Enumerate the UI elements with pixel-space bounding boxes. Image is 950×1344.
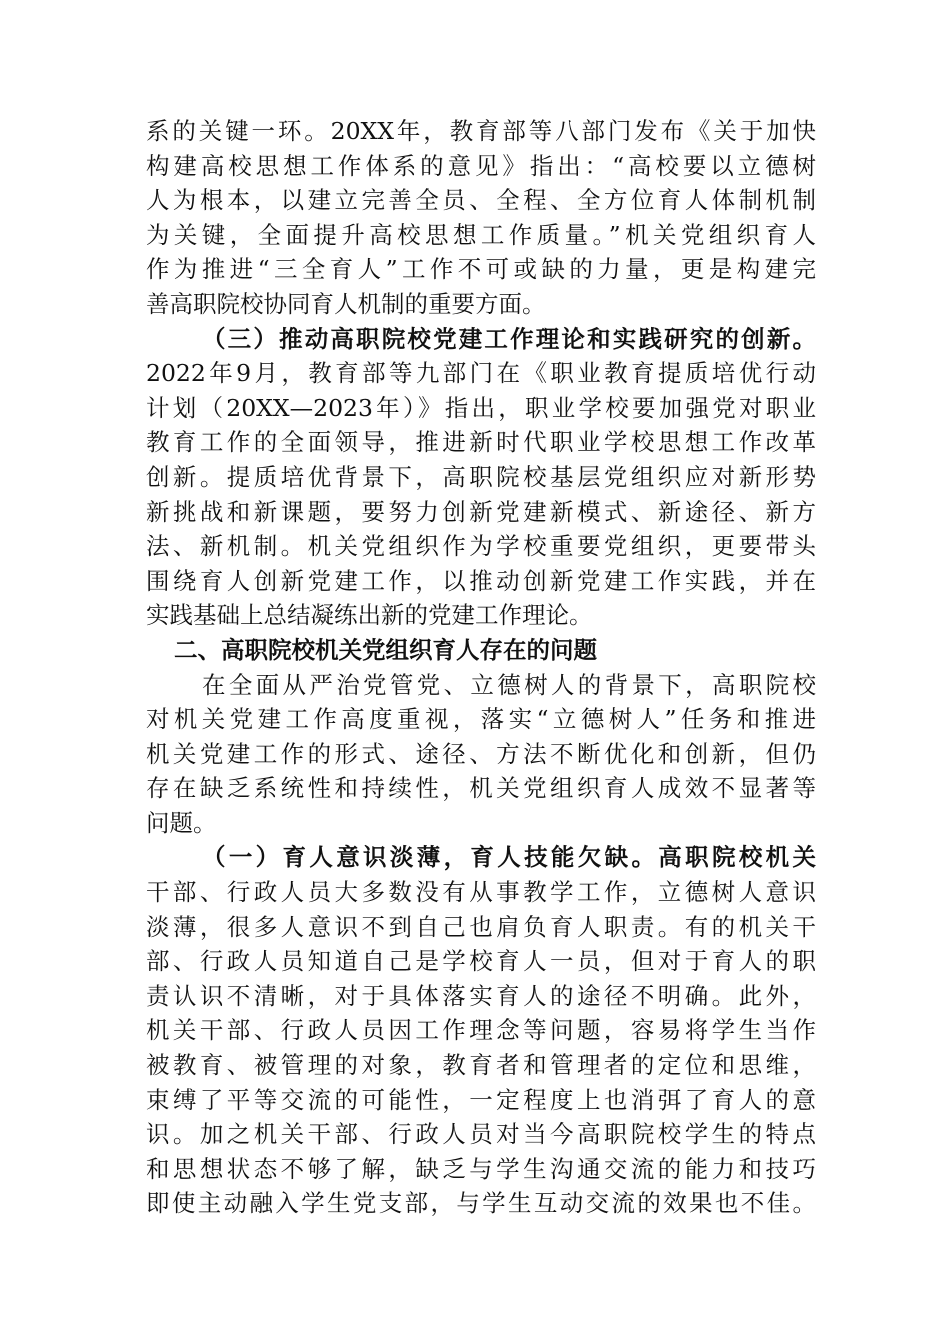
text-line: （一）育人意识淡薄，育人技能欠缺。高职院校机关 [202,843,816,872]
document-body [146,114,816,1221]
text-line: 作为推进“三全育人”工作不可或缺的力量，更是构建完 [146,255,816,284]
text-line: 为关键，全面提升高校思想工作质量。”机关党组织育人 [146,220,816,249]
text-line: 干部、行政人员大多数没有从事教学工作，立德树人意识 [146,878,816,907]
text-line: （三）推动高职院校党建工作理论和实践研究的创新。 [202,324,816,353]
text-line: 教育工作的全面领导，推进新时代职业学校思想工作改革 [146,428,816,457]
text-line: 机关党建工作的形式、途径、方法不断优化和创新，但仍 [146,739,816,768]
text-line: 识。加之机关干部、行政人员对当今高职院校学生的特点 [146,1120,816,1149]
text-line: 人为根本，以建立完善全员、全程、全方位育人体制机制 [146,186,816,215]
text-line: 计划（20XX—2023年）》指出，职业学校要加强党对职业 [146,393,816,422]
text-line: 被教育、被管理的对象，教育者和管理者的定位和思维， [146,1051,816,1080]
text-line: 部、行政人员知道自己是学校育人一员，但对于育人的职 [146,947,816,976]
text-line: 法、新机制。机关党组织作为学校重要党组织，更要带头 [146,532,816,561]
text-line: 系的关键一环。20XX年，教育部等八部门发布《关于加快 [146,117,816,145]
text-line: 创新。提质培优背景下，高职院校基层党组织应对新形势 [146,462,816,491]
text-line: 即使主动融入学生党支部，与学生互动交流的效果也不佳。 [146,1189,816,1218]
text-line: 机关干部、行政人员因工作理念等问题，容易将学生当作 [146,1016,816,1045]
text-line: 新挑战和新课题，要努力创新党建新模式、新途径、新方 [146,497,816,526]
text-line: 在全面从严治党管党、立德树人的背景下，高职院校 [202,670,816,699]
text-line: 2022年9月，教育部等九部门在《职业教育提质培优行动 [146,359,816,388]
text-line: 责认识不清晰，对于具体落实育人的途径不明确。此外， [146,981,816,1010]
text-line: 问题。 [146,808,217,837]
section-heading: 二、高职院校机关党组织育人存在的问题 [174,635,597,664]
text-line: 存在缺乏系统性和持续性，机关党组织育人成效不显著等 [146,774,816,803]
text-line: 围绕育人创新党建工作，以推动创新党建工作实践，并在 [146,566,816,595]
text-line: 束缚了平等交流的可能性，一定程度上也消弭了育人的意 [146,1085,816,1114]
text-line: 和思想状态不够了解，缺乏与学生沟通交流的能力和技巧 [146,1154,816,1183]
text-line: 对机关党建工作高度重视，落实“立德树人”任务和推进 [146,705,816,734]
text-line: 淡薄，很多人意识不到自己也肩负育人职责。有的机关干 [146,912,816,941]
text-line: 构建高校思想工作体系的意见》指出：“高校要以立德树 [146,151,816,180]
text-line: 善高职院校协同育人机制的重要方面。 [146,289,546,318]
text-line: 实践基础上总结凝练出新的党建工作理论。 [146,601,593,630]
